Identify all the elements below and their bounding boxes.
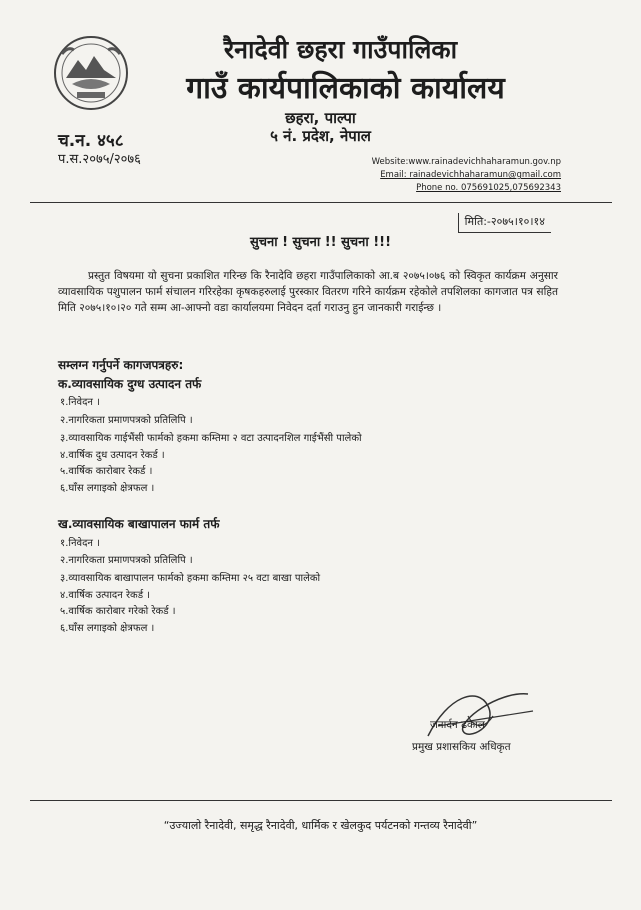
website-text: Website:www.rainadevichhaharamun.gov.np xyxy=(371,157,561,167)
notice-title: सुचना ! सुचना !! सुचना !!! xyxy=(249,235,392,250)
section-b-item: ४.वार्षिक उत्पादन रेकर्ड । xyxy=(60,590,151,601)
section-b-item: ३.व्यावसायिक बाखापालन फार्मको हकमा कम्तिमा २५ वटा बाखा पालेको xyxy=(60,573,321,584)
section-b-title: ख.व्यावसायिक बाखापालन फार्म तर्फ xyxy=(58,517,220,531)
chalani-number: च.न. ४५८ xyxy=(58,131,124,151)
section-a-item: ४.वार्षिक दुध उत्पादन रेकर्ड । xyxy=(60,450,165,461)
office-location: छहरा, पाल्पा xyxy=(285,109,356,127)
header-divider xyxy=(30,202,612,203)
footer-divider xyxy=(30,800,612,801)
signatory-title: प्रमुख प्रशासकिय अधिकृत xyxy=(412,741,511,753)
section-a-item: २.नागरिकता प्रमाणपत्रको प्रतिलिपि । xyxy=(60,415,193,426)
email-text: Email: rainadevichhaharamun@gmail.com xyxy=(380,170,561,180)
municipality-name: रैनादेवी छहरा गाउँपालिका xyxy=(223,35,458,64)
section-a-item: ३.व्यावसायिक गाईभैंसी फार्मको हकमा कम्तिमा २ वटा उत्पादनशिल गाईभैंसी पालेको xyxy=(60,433,362,444)
signatory-name: जनार्दन ढकाल xyxy=(430,719,485,731)
office-name: गाउँ कार्यपालिकाको कार्यालय xyxy=(186,71,505,106)
section-a-title: क.व्यावसायिक दुग्ध उत्पादन तर्फ xyxy=(58,377,202,391)
notice-date: मिति:-२०७५।१०।१४ xyxy=(458,213,551,233)
section-b-item: ६.घाँस लगाइको क्षेत्रफल । xyxy=(60,623,155,634)
section-a-item: ५.वार्षिक कारोबार रेकर्ड । xyxy=(60,466,153,477)
section-b-item: १.निवेदन । xyxy=(60,538,100,549)
office-province: ५ नं. प्रदेश, नेपाल xyxy=(270,127,371,145)
docs-heading: सम्लग्न गर्नुपर्ने कागजपत्रहरु: xyxy=(58,358,184,372)
section-b-item: २.नागरिकता प्रमाणपत्रको प्रतिलिपि । xyxy=(60,555,193,566)
section-a-item: १.निवेदन । xyxy=(60,397,100,408)
section-a-item: ६.घाँस लगाइको क्षेत्रफल । xyxy=(60,483,155,494)
patra-sankhya: प.स.२०७५/२०७६ xyxy=(58,152,141,167)
footer-slogan: “उज्यालो रैनादेवी, समृद्ध रैनादेवी, धार्मिक र खेलकुद पर्यटनको गन्तव्य रैनादेवी” xyxy=(163,819,478,832)
section-b-item: ५.वार्षिक कारोबार गरेको रेकर्ड । xyxy=(60,606,176,617)
notice-body: प्रस्तुत विषयमा यो सुचना प्रकाशित गरिन्छ कि रैनादेवि छहरा गाउँपालिकाको आ.ब २०७५।०७६ को स्विकृत कार्यक्रम अनुसार व्यावसायिक पशुपालन फार्म संचालन गरिरहेका कृषकहरुलाई पुरस्कार वितरण गरिने कार्यक्रम रहेकोले तपशिलका कागजात पत्र सहित मिति २०७५।१०।२० गते सम्म आ-आफ्नो वडा कार्यालयमा निवेदन दर्ता गराउनु हुन जानकारी गराईन्छ । xyxy=(58,270,558,314)
phone-text: Phone no. 075691025,075692343 xyxy=(416,183,561,193)
